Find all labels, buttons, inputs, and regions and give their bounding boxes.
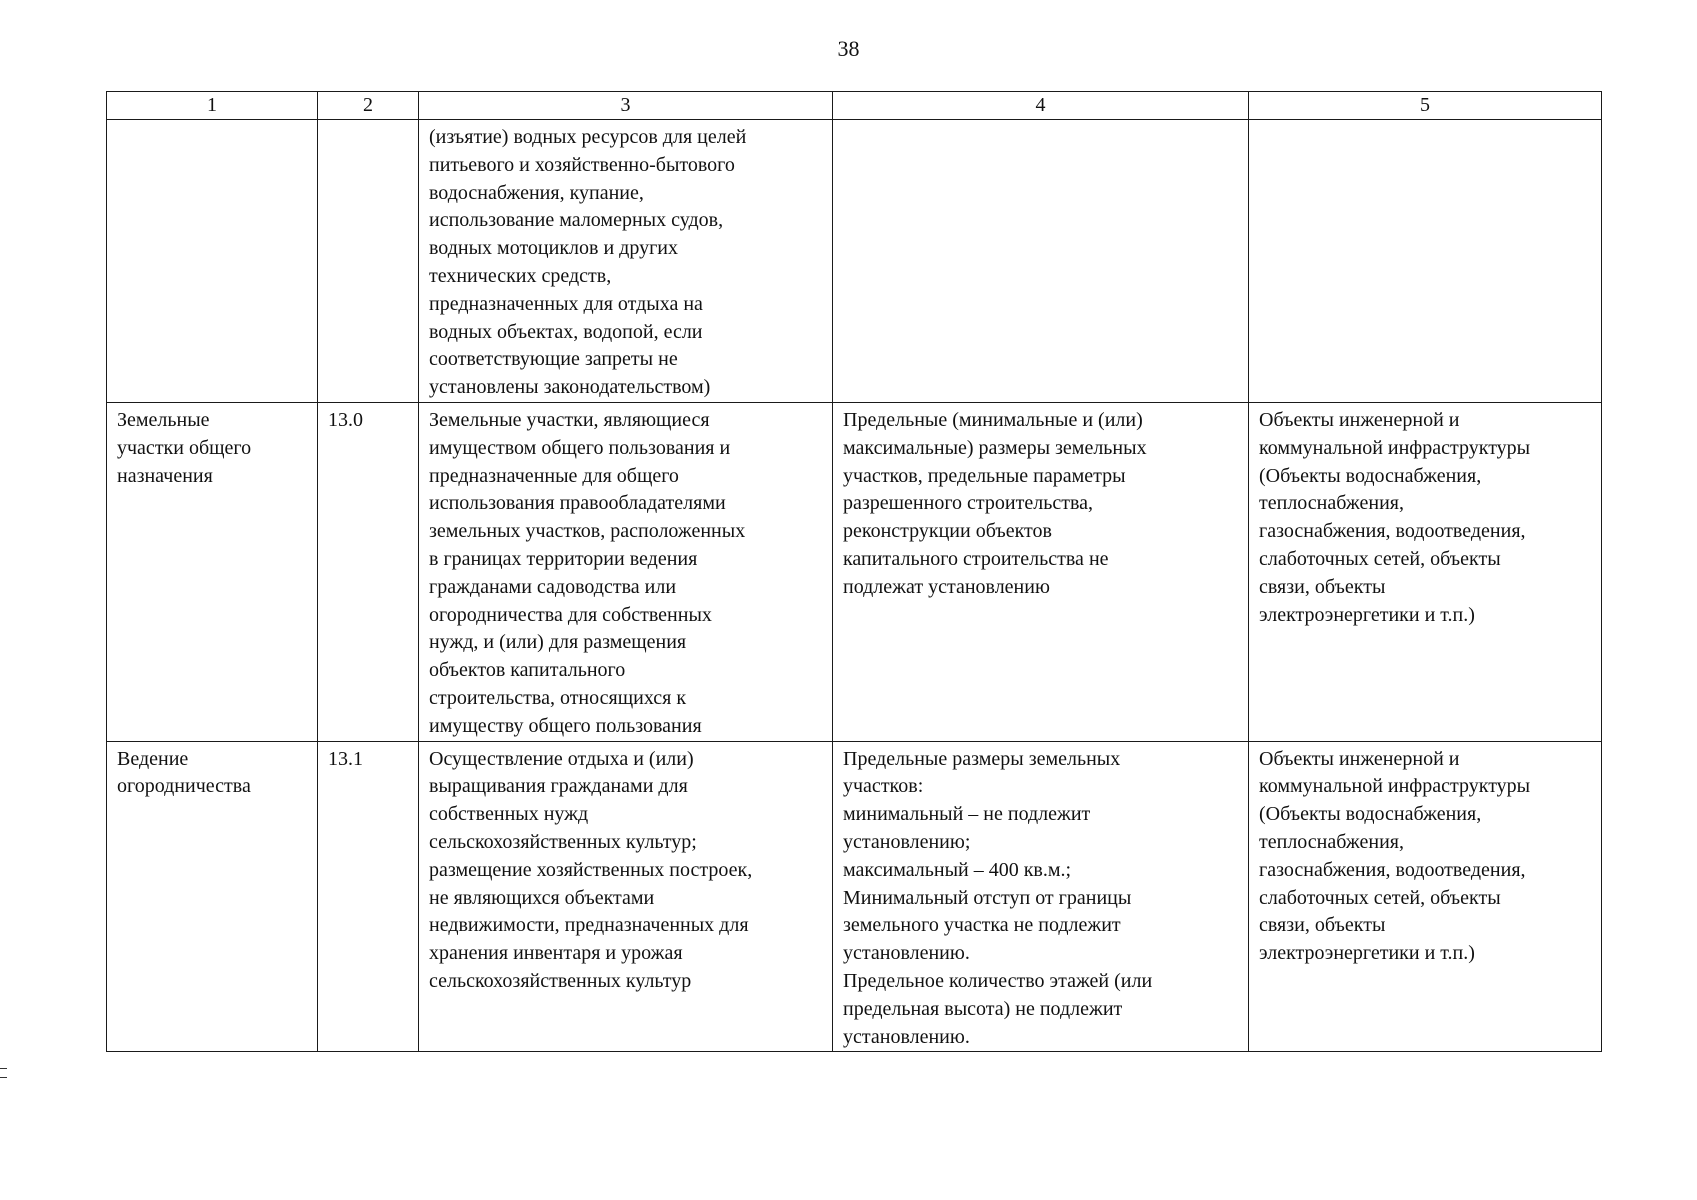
cell-parameters: [833, 120, 1249, 403]
cell-parameters: [833, 402, 1249, 741]
cell-objects: [1249, 120, 1602, 403]
margin-tick: [0, 1068, 7, 1069]
table-row: [107, 741, 1602, 1052]
cell-text: Объекты инженерной и коммунальной инфраструктуры (Объекты водоснабжения, теплоснабжения, газоснабжения, водоотведения, слаботочных сетей, объекты связи, объекты электроэнергетики и т.п.): [1259, 747, 1531, 965]
table-row: [107, 120, 1602, 403]
cell-land-use-name: [107, 120, 318, 403]
zoning-table: [106, 91, 1602, 1052]
cell-text: 13.1: [328, 747, 363, 770]
cell-text: Земельные участки общего назначения: [117, 408, 252, 487]
cell-land-use-name: [107, 402, 318, 741]
cell-description: [419, 120, 833, 403]
cell-text: (изъятие) водных ресурсов для целей питьевого и хозяйственно-бытового водоснабжения, купание, использование маломерных судов, водных мотоциклов и других технических средств, предназначенных для отдыха на водных объектах, водопой, если соответствующие запреты не установлены законодательством): [429, 126, 747, 399]
cell-text: Ведение огородничества: [117, 747, 251, 798]
column-header-5: 5: [1249, 92, 1602, 120]
column-header-2: 2: [318, 92, 419, 120]
cell-text: Предельные размеры земельных участков: минимальный – не подлежит установлению; максимальный – 400 кв.м.; Минимальный отступ от границы земельного участка не подлежит установлению. Предельное количество этажей (или предельная высота) не подлежит установлению.: [843, 747, 1153, 1048]
cell-text: 13.0: [328, 408, 363, 431]
binding-margin-marks: [0, 1068, 8, 1086]
cell-text: Осуществление отдыха и (или) выращивания гражданами для собственных нужд сельскохозяйственных культур; размещение хозяйственных построек, не являющихся объектами недвижимости, предназначенных для хранения инвентаря и урожая сельскохозяйственных культур: [429, 747, 753, 992]
margin-tick: [0, 1077, 7, 1078]
cell-text: Предельные (минимальные и (или) максимальные) размеры земельных участков, предельные параметры разрешенного строительства, реконструкции объектов капитального строительства не подлежат установлению: [843, 408, 1147, 598]
column-header-1: 1: [107, 92, 318, 120]
cell-description: [419, 402, 833, 741]
cell-text: Объекты инженерной и коммунальной инфраструктуры (Объекты водоснабжения, теплоснабжения, газоснабжения, водоотведения, слаботочных сетей, объекты связи, объекты электроэнергетики и т.п.): [1259, 408, 1531, 626]
cell-code: [318, 741, 419, 1052]
cell-parameters: [833, 741, 1249, 1052]
table-header-row: [107, 92, 1602, 120]
cell-land-use-name: [107, 741, 318, 1052]
cell-description: [419, 741, 833, 1052]
cell-text: Земельные участки, являющиеся имуществом общего пользования и предназначенные для общего использования правообладателями земельных участков, расположенных в границах территории ведения гражданами садоводства или огородничества для собственных нужд, и (или) для размещения объектов капитального строительства, относящихся к имуществу общего пользования: [429, 408, 746, 737]
column-header-4: 4: [833, 92, 1249, 120]
cell-objects: [1249, 741, 1602, 1052]
table-row: [107, 402, 1602, 741]
page-number: 38: [837, 36, 860, 61]
cell-code: [318, 120, 419, 403]
cell-code: [318, 402, 419, 741]
column-header-3: 3: [419, 92, 833, 120]
cell-objects: [1249, 402, 1602, 741]
